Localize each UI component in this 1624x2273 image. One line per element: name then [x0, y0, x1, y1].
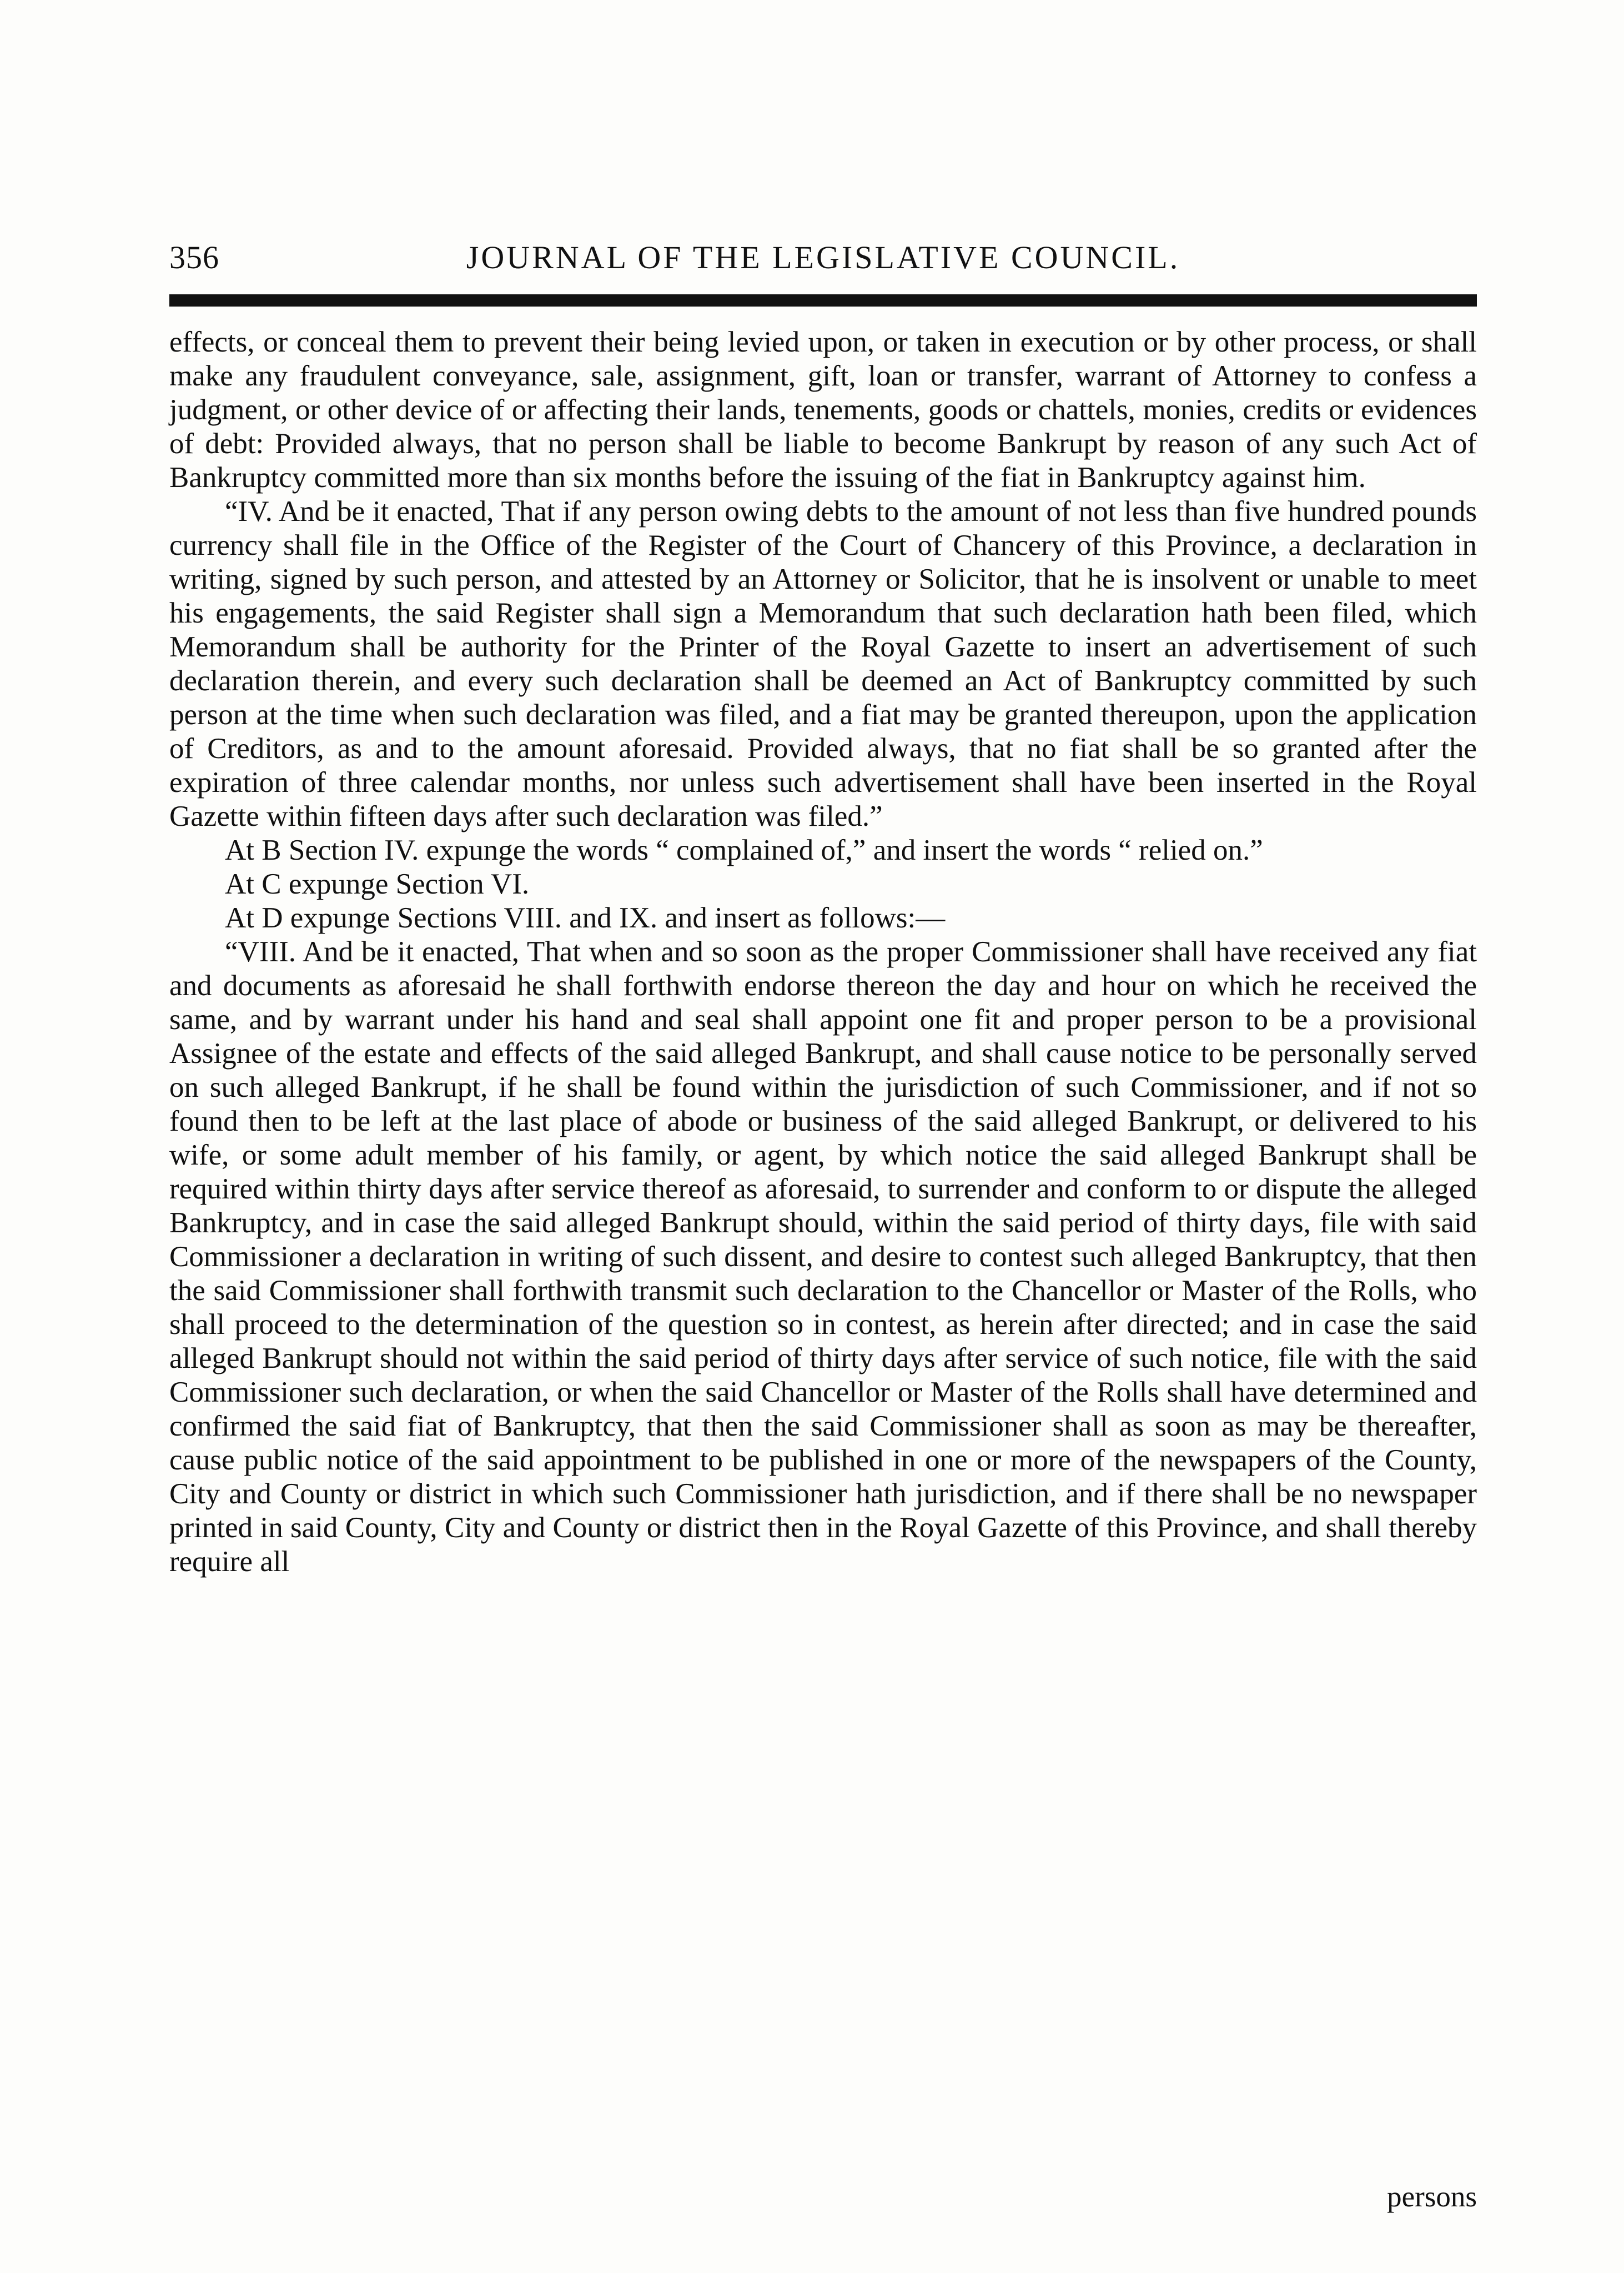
running-title: JOURNAL OF THE LEGISLATIVE COUNCIL.: [466, 239, 1180, 275]
header-rule: [169, 294, 1477, 307]
paragraph-section-iv: “IV. And be it enacted, That if any person owing debts to the amount of not less than five hundred pounds currency shall file in the Office of the Register of the Court of Chancery of this Province, a declaration in writing, signed by such person, and attested by an Attorney or Solicitor, that he is insolvent or unable to meet his engagements, the said Register shall sign a Memorandum that such declaration hath been filed, which Memorandum shall be authority for the Printer of the Royal Gazette to insert an advertisement of such declaration therein, and every such declaration shall be deemed an Act of Bankruptcy committed by such person at the time when such declaration was filed, and a fiat may be granted thereupon, upon the application of Creditors, as and to the amount aforesaid. Provided always, that no fiat shall be so granted after the expiration of three calendar months, nor unless such advertisement shall have been inserted in the Royal Gazette within fifteen days after such declaration was filed.”: [169, 495, 1477, 832]
catchword: persons: [1387, 2181, 1477, 2213]
page-number: 356: [169, 239, 219, 275]
page-header: [169, 239, 1477, 283]
paragraph-amendment-c: At C expunge Section VI.: [225, 868, 530, 900]
paragraph-effects: effects, or conceal them to prevent their being levied upon, or taken in execution or by other process, or shall make any fraudulent conveyance, sale, assignment, gift, loan or transfer, warrant of Attorney to confess a judgment, or other device of or affecting their lands, tenements, goods or chattels, monies, credits or evidences of debt: Provided always, that no person shall be liable to become Bankrupt by reason of any such Act of Bankruptcy committed more than six months before the issuing of the fiat in Bankruptcy against him.: [169, 326, 1477, 494]
body-text: [169, 325, 1477, 1579]
paragraph-section-viii: “VIII. And be it enacted, That when and so soon as the proper Commissioner shall have received any fiat and documents as aforesaid he shall forthwith endorse thereon the day and hour on which he received the same, and by warrant under his hand and seal shall appoint one fit and proper person to be a provisional Assignee of the estate and effects of the said alleged Bankrupt, and shall cause notice to be personally served on such alleged Bankrupt, if he shall be found within the jurisdiction of such Commissioner, and if not so found then to be left at the last place of abode or business of the said alleged Bankrupt, or delivered to his wife, or some adult member of his family, or agent, by which notice the said alleged Bankrupt shall be required within thirty days after service thereof as aforesaid, to surrender and conform to or dispute the alleged Bankruptcy, and in case the said alleged Bankrupt should, within the said period of thirty days, file with said Commissioner a declaration in writing of such dissent, and desire to contest such alleged Bankruptcy, that then the said Commissioner shall forthwith transmit such declaration to the Chancellor or Master of the Rolls, who shall proceed to the determination of the question so in contest, as herein after directed; and in case the said alleged Bankrupt should not within the said period of thirty days after service of such notice, file with the said Commissioner such declaration, or when the said Chancellor or Master of the Rolls shall have determined and confirmed the said fiat of Bankruptcy, that then the said Commissioner shall as soon as may be thereafter, cause public notice of the said appointment to be published in one or more of the newspapers of the County, City and County or district in which such Commissioner hath jurisdiction, and if there shall be no newspaper printed in said County, City and County or district then in the Royal Gazette of this Province, and shall thereby require all: [169, 936, 1477, 1578]
paragraph-amendment-b: At B Section IV. expunge the words “ complained of,” and insert the words “ relied on.”: [225, 834, 1263, 866]
paragraph-amendment-d: At D expunge Sections VIII. and IX. and insert as follows:—: [225, 902, 946, 934]
